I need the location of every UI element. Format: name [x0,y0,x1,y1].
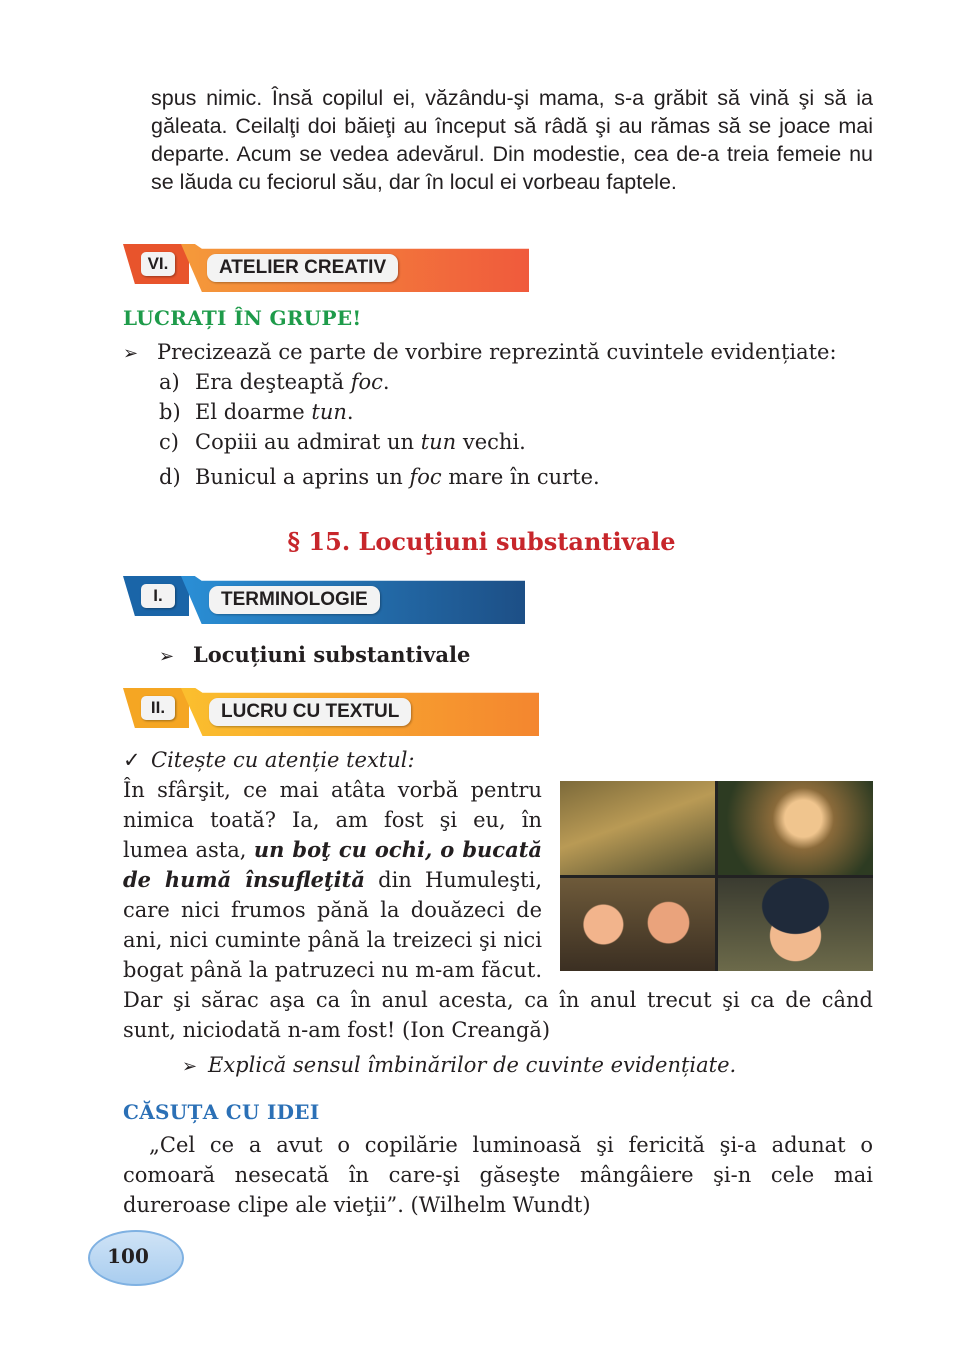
item-text: Era deşteaptă [195,370,351,394]
read-instruction [123,746,415,774]
quote-text: „Cel ce a avut o copilărie luminoasă şi fericită şi-a adunat o comoară nesecată în care-şi găseşte mângâiere şi-n cele mai dureroase clipe ale vieţii”. (Wilhelm Wundt) [123,1133,873,1217]
explain-instruction-text: Explică sensul îmbinărilor de cuvinte evidențiate. [208,1053,737,1077]
item-text: El doarme [195,400,312,424]
item-emphasis: foc [409,465,442,489]
exercise-item-c [159,428,526,456]
banner-atelier-creativ [123,244,529,292]
arrow-bullet-icon: ➢ [159,646,175,667]
exercise-item-d [159,463,600,491]
item-letter: a) [159,370,180,394]
item-emphasis: foc [350,370,383,394]
ideas-heading: CĂSUȚA CU IDEI [123,1100,320,1124]
still-two-children [560,878,715,971]
group-work-heading: LUCRAȚI ÎN GRUPE! [123,306,362,330]
read-instruction-text: Citește cu atenție textul: [151,748,415,772]
section-title: § 15. Locuţiuni substantivale [287,527,676,556]
item-emphasis: tun [420,430,457,454]
arrow-bullet-icon: ➢ [182,1056,198,1077]
instruction-text: Precizează ce parte de vorbire reprezintă cuvintele evidențiate: [157,340,837,364]
explain-instruction [182,1051,736,1081]
story-part-1: În sfârşit, ce mai atâta vorbă pentru nimica toată? Ia, am fost şi eu, în lumea asta, [123,778,542,862]
item-text-end: mare în curte. [441,465,600,489]
item-text-end: . [346,400,354,424]
page-number: 100 [107,1244,149,1268]
story-text [123,775,873,1045]
banner-label: ATELIER CREATIV [207,254,398,282]
banner-number: VI. [141,252,175,276]
film-stills-collage [560,781,873,971]
item-letter: b) [159,400,181,424]
checkmark-icon: ✓ [123,748,141,772]
item-letter: d) [159,465,181,489]
intro-paragraph: spus nimic. Însă copilul ei, văzându-şi mama, s-a grăbit să vină şi să ia găleata. Ceilalţi doi băieţi au început să râdă şi au rămas să se joace mai departe. Acum se vedea adevărul. Din modestie, cea de-a treia femeie nu se lăuda cu feciorul său, dar în locul ei vorbeau faptele. [151,86,873,194]
item-text: Bunicul a aprins un [195,465,410,489]
item-letter: c) [159,430,179,454]
terminology-text: Locuțiuni substantivale [193,642,471,667]
exercise-item-b [159,398,354,426]
item-emphasis: tun [311,400,347,424]
still-boy-with-hat [718,878,873,971]
banner-label: TERMINOLOGIE [209,586,380,614]
banner-lucru-cu-textul [123,688,539,736]
story-emphasis: un boţ cu ochi, o bucată de humă însufleţită [123,837,543,892]
terminology-item [159,641,470,671]
item-text-end: . [382,370,390,394]
still-spinning-wheel [560,781,715,875]
exercise-instruction [123,338,837,368]
item-text-end: vechi. [456,430,526,454]
story-part-2: din Humuleşti, care nici frumos pănă la douăzeci de ani, nici cuminte până la treizeci şi nici bogat până la patruzeci nu m-am făcut. Dar şi sărac aşa ca în anul acesta, ca în anul trecut şi ca de când sunt, niciodată n-am fost! (Ion Creangă) [123,868,873,1042]
still-boy-eating [718,781,873,875]
banner-number: I. [141,584,175,608]
banner-terminologie [123,576,525,624]
arrow-bullet-icon: ➢ [123,343,139,364]
banner-label: LUCRU CU TEXTUL [209,698,411,726]
item-text: Copiii au admirat un [195,430,421,454]
exercise-item-a [159,368,390,396]
banner-number: II. [141,696,175,720]
